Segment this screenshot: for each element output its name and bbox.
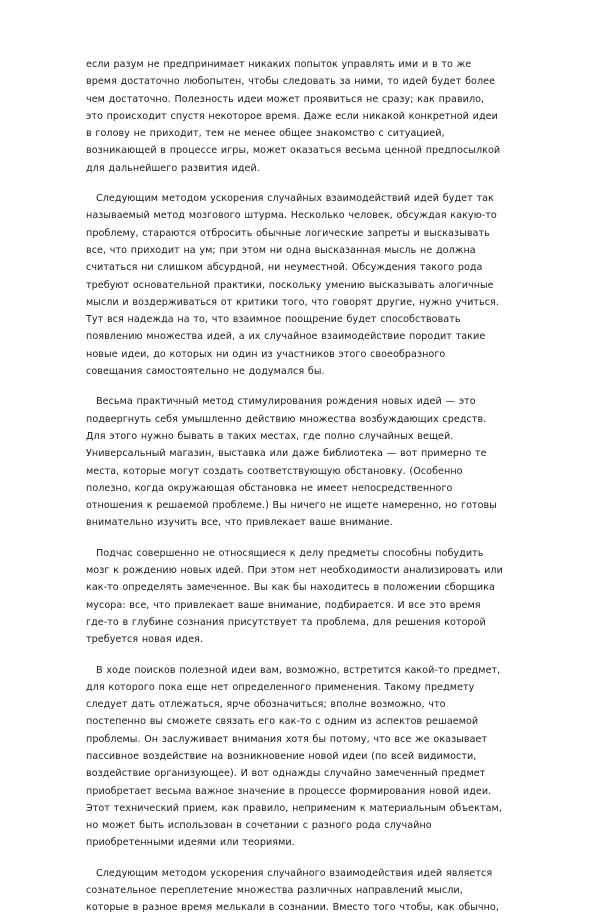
paragraph [86, 56, 551, 177]
text-line: считаться ни слишком абсурдной, ни неуместной. Обсуждения такого рода [86, 262, 483, 274]
text-line: полезно, когда окружающая обстановка не имеет непосредственного [86, 482, 453, 494]
text-line: приобретает весьма важное значение в процессе формирования новой идеи. [86, 785, 492, 797]
text-line: если разум не предпринимает никаких попыток управлять ими и в то же [86, 59, 472, 70]
text-line: Подчас совершенно не относящиеся к делу предметы способны побудить [96, 547, 484, 559]
text-line: это происходит спустя некоторое время. Даже если никакой конкретной идеи [86, 110, 498, 122]
text-line: приобретенными идеями или теориями. [86, 837, 295, 849]
text-line: сознательное переплетение множества различных направлений мысли, [86, 885, 463, 897]
text-line: время достаточно любопытен, чтобы следовать за ними, то идей будет более [86, 76, 496, 88]
text-line: следует дать отлежаться, ярче обозначиться; вполне возможно, что [86, 699, 446, 711]
text-line: чем достаточно. Полезность идеи может проявиться не сразу; как правило, [86, 93, 485, 105]
text-line: требуется новая идея. [86, 634, 204, 646]
text-line: проблему, стараются отбросить обычные логические запреты и высказывать [86, 227, 490, 239]
text-line: мозг к рождению новых идей. При этом нет необходимости анализировать или [86, 565, 503, 577]
text-line: новые идеи, до которых ни один из участников этого своеобразного [86, 348, 446, 360]
text-line: Тут вся надежда на то, что взаимное поощрение будет способствовать [86, 314, 461, 326]
text-line: требуют основательной практики, поскольку умению высказывать алогичные [86, 279, 494, 291]
text-line: В ходе поисков полезной идеи вам, возможно, встретится какой-то предмет, [96, 664, 501, 676]
text-line: мусора: все, что привлекает ваше внимание, подбирается. И все это время [86, 599, 481, 611]
text-line: воздействие организующее). И вот однажды случайно замеченный предмет [86, 768, 486, 780]
paragraph [86, 190, 551, 380]
text-line: для дальнейшего развития идей. [86, 162, 260, 174]
text-line: постепенно вы сможете связать его как-то с одним из аспектов решаемой [86, 716, 479, 728]
text-line: все, что приходит на ум; при этом ни одна высказанная мысль не должна [86, 244, 476, 256]
text-line: Следующим методом ускорения случайных взаимодействий идей будет так [96, 193, 494, 205]
text-line: появлению множества идей, а их случайное взаимодействие породит такие [86, 331, 486, 343]
text-line: как-то определять замеченное. Вы как бы находитесь в положении сборщика [86, 582, 495, 594]
text-line: подвергнуть себя умышленно действию множества возбуждающих средств. [86, 413, 487, 425]
paragraph [86, 865, 551, 917]
text-line: совещания самостоятельно не додумался бы. [86, 366, 325, 378]
text-line: Следующим методом ускорения случайного взаимодействия идей является [96, 867, 493, 879]
text-line: Этот технический прием, как правило, неприменим к материальным объектам, [86, 802, 502, 814]
text-line: Весьма практичный метод стимулирования рождения новых идей — это [96, 396, 476, 408]
text-line: Универсальный магазин, выставка или даже библиотека — вот примерно те [86, 448, 487, 460]
text-line: где-то в глубине сознания присутствует та проблема, для решения которой [86, 616, 486, 628]
text-line: проблемы. Он заслуживает внимания хотя бы потому, что все же оказывает [86, 733, 488, 745]
text-line: отношения к решаемой проблеме.) Вы ничего не ищете намеренно, но готовы [86, 500, 497, 512]
text-line: Для этого нужно бывать в таких местах, где полно случайных вещей. [86, 430, 454, 442]
text-line: мысли и воздерживаться от критики того, что говорят другие, нужно учиться. [86, 296, 499, 308]
text-line: места, которые могут создать соответствующую обстановку. (Особенно [86, 465, 463, 477]
text-line: называемый метод мозгового штурма. Несколько человек, обсуждая какую-то [86, 210, 497, 222]
text-line: которые в разное время мелькали в сознании. Вместо того чтобы, как обычно, [86, 902, 499, 914]
text-line: пассивное воздействие на возникновение новой идеи (по всей видимости, [86, 750, 477, 762]
text-line: внимательно изучить все, что привлекает ваше внимание. [86, 517, 393, 529]
body-text [86, 56, 551, 917]
paragraph [86, 393, 551, 531]
paragraph [86, 662, 551, 852]
text-line: в голову не приходит, тем не менее общее знакомство с ситуацией, [86, 128, 445, 140]
text-line: для которого пока еще нет определенного применения. Такому предмету [86, 681, 475, 693]
text-line: но может быть использован в сочетании с разного рода случайно [86, 820, 432, 832]
text-line: возникающей в процессе игры, может оказаться весьма ценной предпосылкой [86, 145, 501, 157]
paragraph [86, 545, 551, 649]
